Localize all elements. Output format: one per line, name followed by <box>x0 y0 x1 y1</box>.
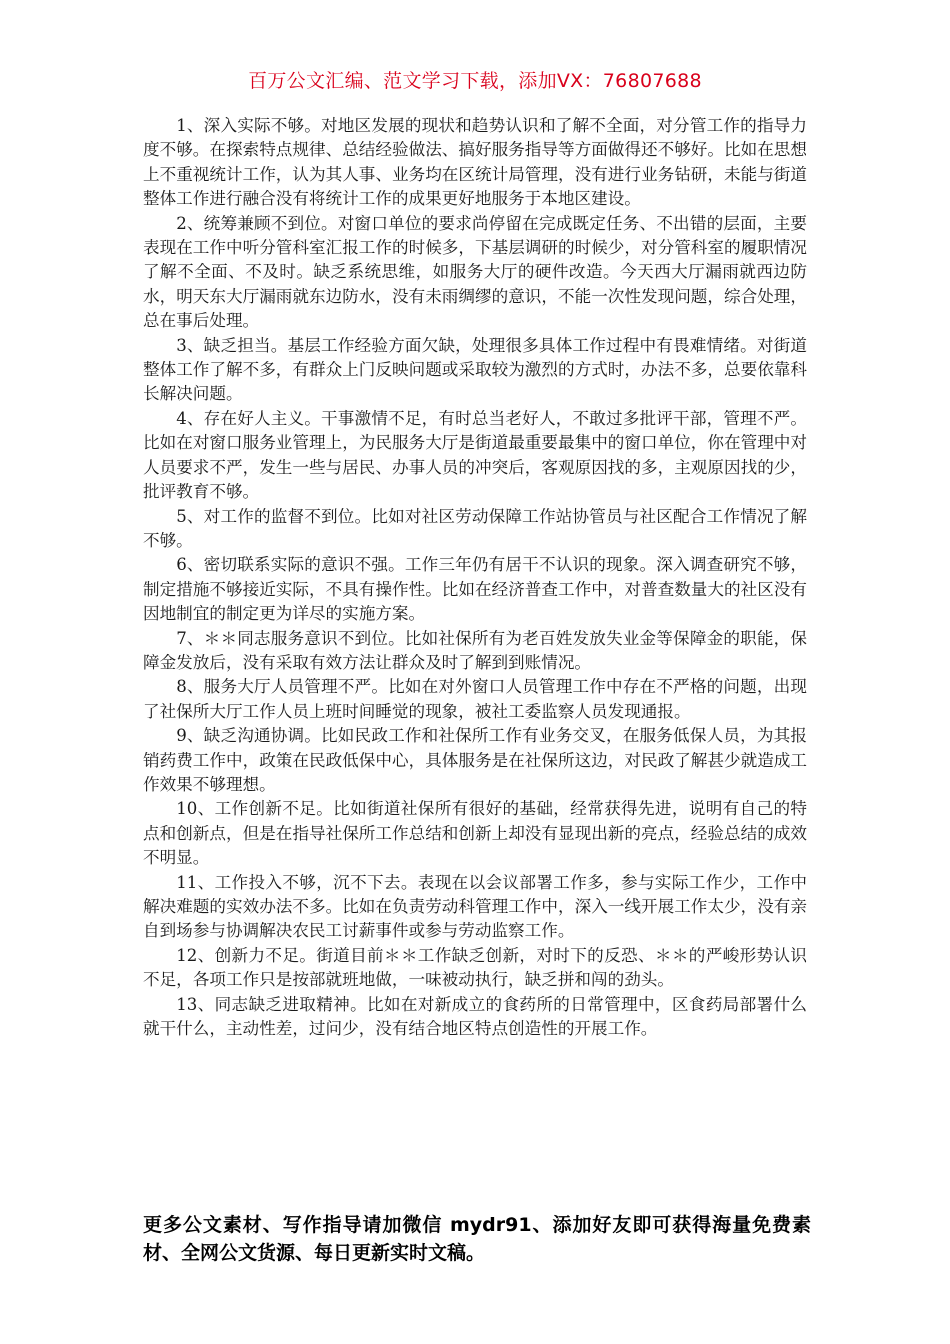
paragraph-10: 10、工作创新不足。比如街道社保所有很好的基础，经常获得先进，说明有自己的特点和创新点，但是在指导社保所工作总结和创新上却没有显现出新的亮点，经验总结的成效不明显。 <box>143 799 807 868</box>
document-body <box>143 114 807 1041</box>
paragraph-12: 12、创新力不足。街道目前＊＊工作缺乏创新，对时下的反恐、＊＊的严峻形势认识不足，各项工作只是按部就班地做，一味被动执行，缺乏拼和闯的劲头。 <box>143 945 807 990</box>
paragraph-8: 8、服务大厅人员管理不严。比如在对外窗口人员管理工作中存在不严格的问题，出现了社保所大厅工作人员上班时间睡觉的现象，被社工委监察人员发现通报。 <box>143 677 807 721</box>
paragraph-2: 2、统筹兼顾不到位。对窗口单位的要求尚停留在完成既定任务、不出错的层面，主要表现在工作中听分管科室汇报工作的时候多，下基层调研的时候少，对分管科室的履职情况了解不全面、不及时。缺乏系统思维，如服务大厅的硬件改造。今天西大厅漏雨就西边防水，明天东大厅漏雨就东边防水，没有未雨绸缪的意识，不能一次性发现问题，综合处理，总在事后处理。 <box>143 213 807 331</box>
paragraph-3: 3、缺乏担当。基层工作经验方面欠缺，处理很多具体工作过程中有畏难情绪。对街道整体工作了解不多，有群众上门反映问题或采取较为激烈的方式时，办法不多，总要依靠科长解决问题。 <box>143 335 807 404</box>
footer-promo: 更多公文素材、写作指导请加微信 mydr91、添加好友即可获得海量免费素材、全网公文货源、每日更新实时文稿。 <box>143 1214 811 1264</box>
paragraph-7: 7、＊＊同志服务意识不到位。比如社保所有为老百姓发放失业金等保障金的职能，保障金发放后，没有采取有效方法让群众及时了解到到账情况。 <box>143 628 807 672</box>
paragraph-13: 13、同志缺乏进取精神。比如在对新成立的食药所的日常管理中，区食药局部署什么就干什么，主动性差，过问少，没有结合地区特点创造性的开展工作。 <box>143 994 807 1039</box>
paragraph-9: 9、缺乏沟通协调。比如民政工作和社保所工作有业务交叉，在服务低保人员，为其报销药费工作中，政策在民政低保中心，具体服务是在社保所这边，对民政了解甚少就造成工作效果不够理想。 <box>143 726 807 794</box>
paragraph-1: 1、深入实际不够。对地区发展的现状和趋势认识和了解不全面，对分管工作的指导力度不够。在探索特点规律、总结经验做法、搞好服务指导等方面做得还不够好。比如在思想上不重视统计工作，认为其人事、业务均在区统计局管理，没有进行业务钻研，未能与街道整体工作进行融合没有将统计工作的成果更好地服务于本地区建设。 <box>143 116 807 209</box>
header-banner: 百万公文汇编、范文学习下载，添加VX：76807688 <box>248 70 702 92</box>
paragraph-5: 5、对工作的监督不到位。比如对社区劳动保障工作站协管员与社区配合工作情况了解不够。 <box>143 506 807 550</box>
paragraph-4: 4、存在好人主义。干事激情不足，有时总当老好人，不敢过多批评干部，管理不严。比如在对窗口服务业管理上，为民服务大厅是街道最重要最集中的窗口单位，你在管理中对人员要求不严，发生一些与居民、办事人员的冲突后，客观原因找的多，主观原因找的少，批评教育不够。 <box>143 408 807 502</box>
paragraph-6: 6、密切联系实际的意识不强。工作三年仍有居干不认识的现象。深入调查研究不够，制定措施不够接近实际，不具有操作性。比如在经济普查工作中，对普查数量大的社区没有因地制宜的制定更为详尽的实施方案。 <box>143 555 807 624</box>
paragraph-11: 11、工作投入不够，沉不下去。表现在以会议部署工作多，参与实际工作少，工作中解决难题的实效办法不多。比如在负责劳动科管理工作中，深入一线开展工作太少，没有亲自到场参与协调解决农民工讨薪事件或参与劳动监察工作。 <box>143 872 807 941</box>
